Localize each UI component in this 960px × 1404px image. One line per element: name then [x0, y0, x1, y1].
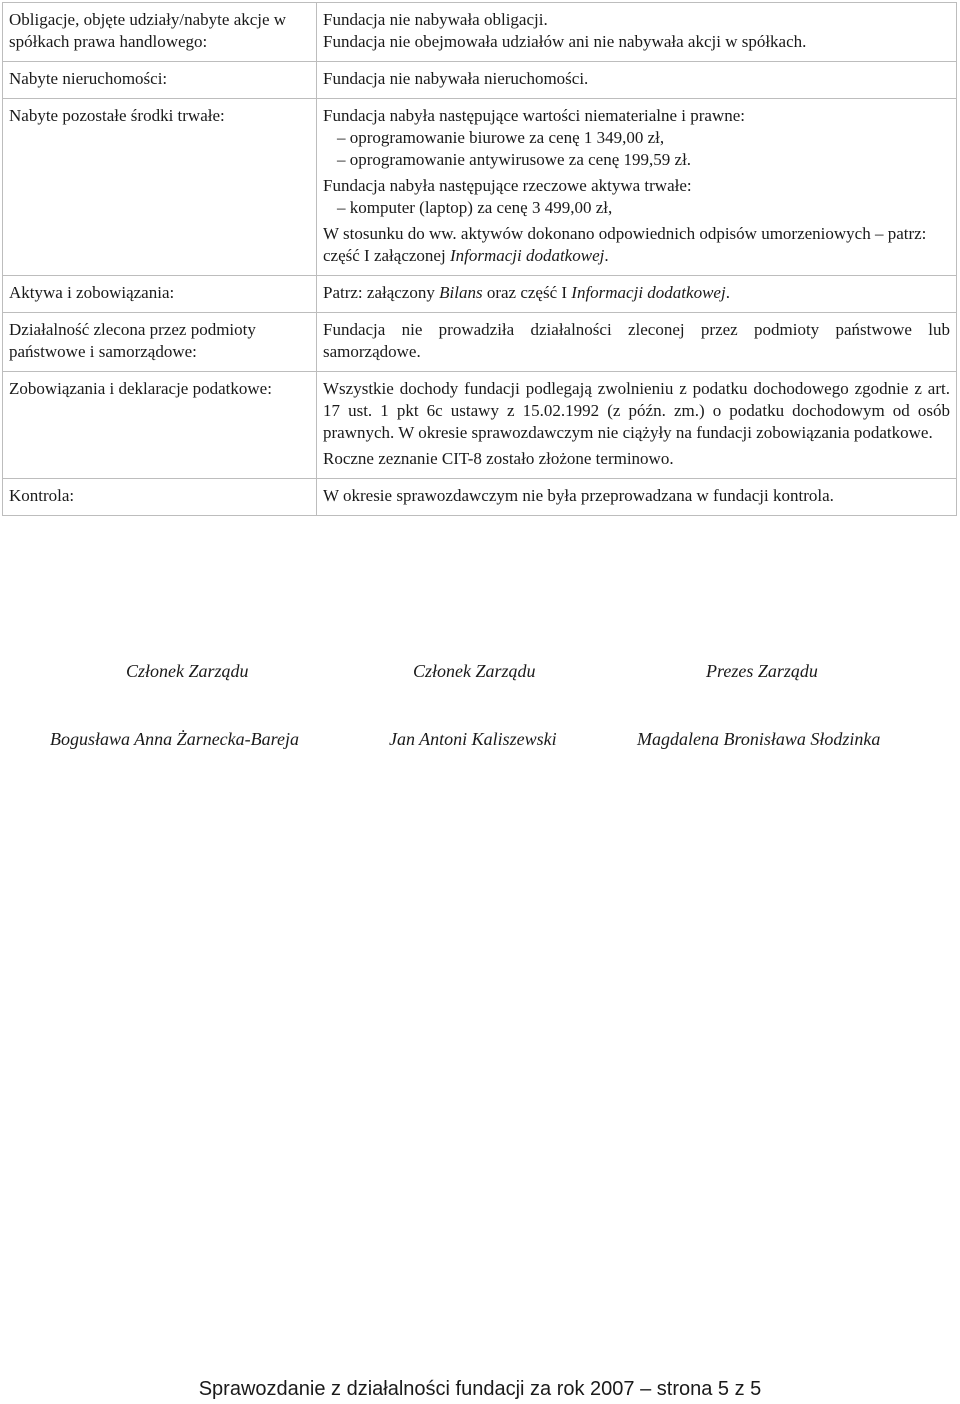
content-line: Fundacja nie nabywała nieruchomości.: [323, 69, 589, 88]
text-part: oraz część I: [482, 283, 572, 302]
document-reference: Bilans: [439, 283, 483, 302]
row-content: [317, 479, 957, 516]
content-line: Fundacja nie obejmowała udziałów ani nie nabywała akcji w spółkach.: [323, 32, 807, 51]
row-content: [317, 62, 957, 99]
signature-title: Prezes Zarządu: [706, 661, 818, 681]
list-item: – komputer (laptop) za cenę 3 499,00 zł,: [337, 198, 613, 217]
content-line: Wszystkie dochody fundacji podlegają zwolnieniu z podatku dochodowego zgodnie z art. 17 ust. 1 pkt 6c ustawy z 15.02.1992 (z późn. zm.) o podatku dochodowym od osób prawnych. W okresie sprawozdawczym nie ciążyły na fundacji zobowiązania podatkowe.: [323, 379, 950, 442]
depreciation-note: [323, 223, 950, 267]
intangible-intro: Fundacja nabyła następujące wartości niematerialne i prawne:: [323, 106, 745, 125]
signatory-name: Bogusława Anna Żarnecka-Bareja: [50, 729, 299, 749]
list-item: – oprogramowanie antywirusowe za cenę 199,59 zł.: [337, 150, 692, 169]
signatory-name: Jan Antoni Kaliszewski: [389, 729, 557, 749]
content-line: Fundacja nie nabywała obligacji.: [323, 10, 548, 29]
row-label: Nabyte nieruchomości:: [3, 62, 317, 99]
depreciation-text: W stosunku do ww. aktywów dokonano odpowiednich odpisów umorzeniowych – patrz: część I załączonej: [323, 224, 927, 265]
table-row: [3, 313, 957, 372]
content-line: Roczne zeznanie CIT-8 zostało złożone terminowo.: [323, 449, 674, 468]
table-row: [3, 62, 957, 99]
row-content: [317, 276, 957, 313]
document-reference: Informacji dodatkowej: [449, 246, 605, 265]
row-label: Kontrola:: [3, 479, 317, 516]
row-content: [317, 99, 957, 276]
signature-title: Członek Zarządu: [126, 661, 249, 681]
content-line: W okresie sprawozdawczym nie była przeprowadzana w fundacji kontrola.: [323, 486, 834, 505]
signatory-name: Magdalena Bronisława Słodzinka: [637, 729, 881, 749]
row-label: Aktywa i zobowiązania:: [3, 276, 317, 313]
table-row: [3, 276, 957, 313]
signature-names: [0, 728, 960, 754]
content-line: Fundacja nie prowadziła działalności zleconej przez podmioty państwowe lub samorządowe.: [323, 320, 950, 361]
table-row: [3, 99, 957, 276]
document-reference: Informacji dodatkowej: [571, 283, 726, 302]
row-label: Obligacje, objęte udziały/nabyte akcje w spółkach prawa handlowego:: [3, 3, 317, 62]
table-row: [3, 372, 957, 479]
row-label: Zobowiązania i deklaracje podatkowe:: [3, 372, 317, 479]
row-content: [317, 3, 957, 62]
table-row: [3, 3, 957, 62]
list-item: – oprogramowanie biurowe za cenę 1 349,00 zł,: [337, 128, 665, 147]
table-row: [3, 479, 957, 516]
row-content: [317, 313, 957, 372]
row-content: [317, 372, 957, 479]
content-line: [323, 282, 950, 304]
signature-titles: [0, 660, 960, 686]
report-table: [2, 2, 957, 516]
sentence-end: .: [725, 283, 730, 302]
page-footer: Sprawozdanie z działalności fundacji za rok 2007 – strona 5 z 5: [198, 1378, 762, 1400]
tangible-intro: Fundacja nabyła następujące rzeczowe aktywa trwałe:: [323, 176, 692, 195]
text-part: Patrz: załączony: [323, 283, 440, 302]
row-label: Nabyte pozostałe środki trwałe:: [3, 99, 317, 276]
signature-title: Członek Zarządu: [413, 661, 536, 681]
row-label: Działalność zlecona przez podmioty państwowe i samorządowe:: [3, 313, 317, 372]
sentence-end: .: [604, 246, 609, 265]
signature-block: [0, 660, 960, 754]
